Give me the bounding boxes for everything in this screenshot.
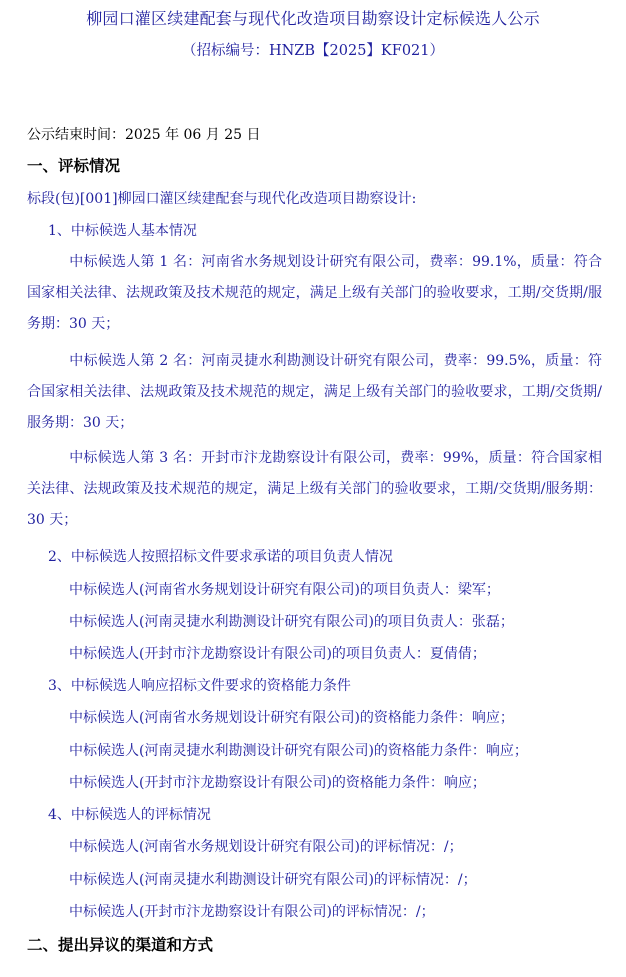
publicity-end-time: 公示结束时间：2025 年 06 月 25 日	[27, 127, 261, 143]
subheading-evaluation: 4、中标候选人的评标情况	[48, 807, 211, 823]
candidate-paragraph	[27, 346, 602, 439]
candidate-1-text: 中标候选人第 1 名：河南省水务规划设计研究有限公司，费率：99.1%，质量：符合国家相关法律、法规政策及技术规范的规定，满足上级有关部门的验收要求，工期/交货期/服务期：30 天；	[27, 254, 602, 332]
evaluation-line: 中标候选人(河南省水务规划设计研究有限公司)的评标情况：/；	[69, 839, 463, 855]
candidate-paragraph	[27, 247, 602, 340]
qualification-line: 中标候选人(开封市汴龙勘察设计有限公司)的资格能力条件：响应；	[69, 775, 486, 791]
subheading-project-manager: 2、中标候选人按照招标文件要求承诺的项目负责人情况	[48, 549, 393, 565]
manager-line: 中标候选人(开封市汴龙勘察设计有限公司)的项目负责人：夏倩倩；	[69, 646, 486, 662]
subheading-qualification: 3、中标候选人响应招标文件要求的资格能力条件	[48, 678, 351, 694]
manager-line: 中标候选人(河南灵捷水利勘测设计研究有限公司)的项目负责人：张磊；	[69, 614, 514, 630]
candidate-paragraph	[27, 443, 602, 536]
evaluation-line: 中标候选人(河南灵捷水利勘测设计研究有限公司)的评标情况：/；	[69, 872, 477, 888]
qualification-line: 中标候选人(河南灵捷水利勘测设计研究有限公司)的资格能力条件：响应；	[69, 743, 528, 759]
qualification-line: 中标候选人(河南省水务规划设计研究有限公司)的资格能力条件：响应；	[69, 710, 514, 726]
lot-title: 标段(包)[001]柳园口灌区续建配套与现代化改造项目勘察设计:	[27, 191, 417, 207]
section-heading-objection: 二、提出异议的渠道和方式	[27, 935, 214, 954]
page-title: 柳园口灌区续建配套与现代化改造项目勘察设计定标候选人公示	[86, 9, 540, 28]
evaluation-line: 中标候选人(开封市汴龙勘察设计有限公司)的评标情况：/；	[69, 904, 435, 920]
manager-line: 中标候选人(河南省水务规划设计研究有限公司)的项目负责人：梁军；	[69, 582, 500, 598]
candidate-2-text: 中标候选人第 2 名：河南灵捷水利勘测设计研究有限公司，费率：99.5%，质量：符合国家相关法律、法规政策及技术规范的规定，满足上级有关部门的验收要求，工期/交货期/服务期：30 天；	[27, 353, 602, 431]
section-heading-evaluation: 一、评标情况	[27, 156, 121, 175]
document	[0, 9, 626, 954]
subheading-basic-info: 1、中标候选人基本情况	[48, 223, 197, 239]
candidate-3-text: 中标候选人第 3 名：开封市汴龙勘察设计有限公司，费率：99%，质量：符合国家相关法律、法规政策及技术规范的规定，满足上级有关部门的验收要求，工期/交货期/服务期：30 天；	[27, 450, 602, 528]
tender-number: （招标编号：HNZB【2025】KF021）	[181, 43, 445, 59]
